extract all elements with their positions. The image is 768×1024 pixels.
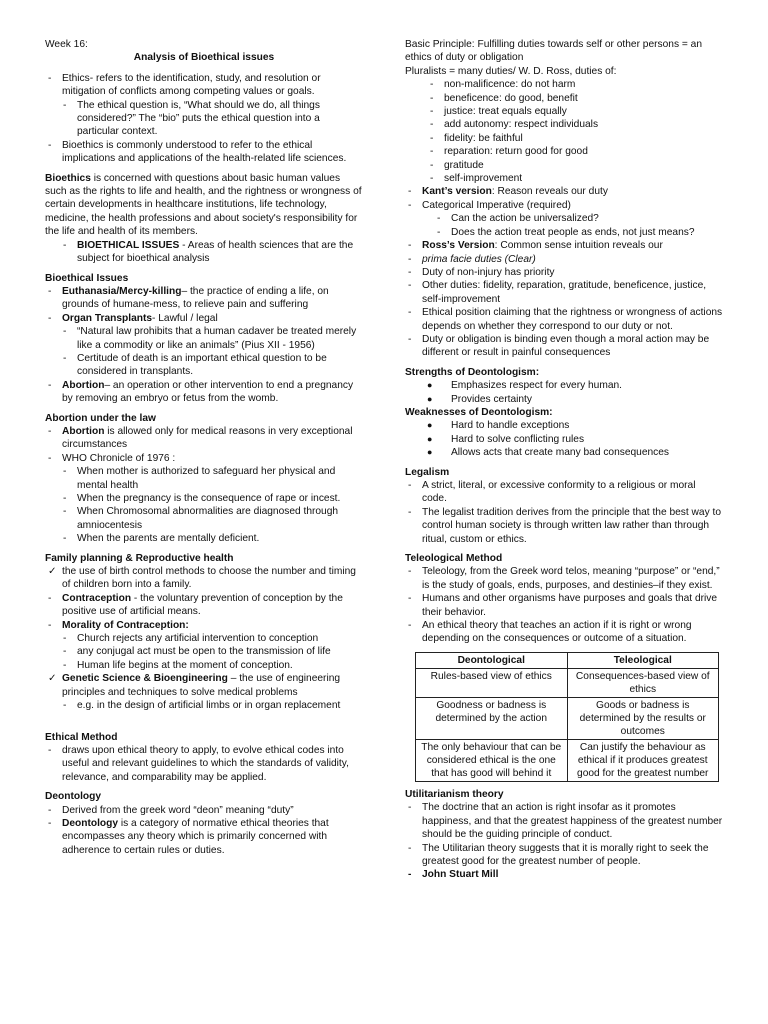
list-item [405,801,723,841]
dash-bullet: - [408,280,412,292]
check-icon: ✓ [48,566,57,578]
teleological-item: Humans and other organisms have purposes and goals that drive their behavior. [422,593,718,618]
list-item [45,619,363,632]
list-item [60,492,363,505]
list-item [434,212,723,225]
weaknesses-list [405,419,723,459]
table-row [416,697,719,739]
section-heading: Deontology [45,791,102,803]
duty-binding-text: Duty or obligation is binding even though a moral action may be different or result in painful consequences [422,333,710,359]
ethical-position-text: Ethical position claiming that the rightness or wrongness of actions depends on whether they correspond to our duty or not. [422,307,723,332]
bioethics-text: is concerned with questions about basic human values such as the rights to life and health, and the rightness or wrongness of certain developments in healthcare institutions, life technology, medicine, the health professions and about society's responsibility for the life and health of its members. [45,172,362,238]
list-item [405,239,723,252]
dash-bullet: - [408,506,412,518]
weakness-item: Allows acts that create many bad consequences [451,447,670,459]
duty-item: add autonomy: respect individuals [444,119,599,131]
list-item [60,352,363,379]
list-item [405,592,723,619]
teleological-item: Teleology, from the Greek word telos, meaning “purpose” or “end,” is the study of goals, ends, purposes, and destinies–if they exist. [422,566,720,591]
deontology-lead: Deontology [62,817,119,829]
legalism-item: A strict, literal, or excessive conformity to a religious or moral code. [422,480,696,505]
issues-definition: - Areas of health sciences that are the subject for bioethical analysis [77,239,354,265]
basic-principle: Basic Principle: Fulfilling duties towards self or other persons = an ethics of duty or obligation [405,39,702,64]
dash-bullet: - [408,240,412,252]
dash-bullet: - [430,92,434,104]
dash-bullet: - [408,333,412,345]
list-item [405,266,723,279]
dash-bullet: - [408,253,412,265]
table-row [416,739,719,781]
table-cell: Can justify the behaviour as ethical if it produces greatest good for the greatest number [567,739,719,781]
certitude-text: Certitude of death is an important ethical question to be considered in transplants. [77,352,327,378]
document-title: Analysis of Bioethical issues [133,52,275,64]
dot-bullet: ● [427,433,433,444]
duty-item: self-improvement [444,173,523,185]
euthanasia-definition: – the practice of ending a life, on grounds of humane-mess, to relieve pain and suffering [62,285,329,311]
bioethics-paragraph [45,172,363,239]
list-item [427,105,723,118]
list-item [45,285,363,312]
list-item [405,619,723,646]
non-injury-text: Duty of non-injury has priority [422,266,555,278]
list-item [405,842,723,869]
duty-item: beneficence: do good, benefit [444,92,578,104]
who-chronicle-text: WHO Chronicle of 1976 : [62,452,176,464]
dash-bullet: - [48,817,52,829]
abortion-allowed-text: is allowed only for medical reasons in very exceptional circumstances [62,425,353,451]
section-heading: Strengths of Deontologism: [405,366,540,378]
organ-lead: Organ Transplants [62,312,153,324]
dash-bullet: - [63,326,67,338]
list-item [405,479,723,506]
pluralists-text: Pluralists = many duties/ W. D. Ross, duties of: [405,65,617,77]
dash-bullet: - [63,493,67,504]
dash-bullet: - [48,592,52,604]
dash-bullet: - [430,106,434,118]
list-item [405,306,723,333]
dash-bullet: - [63,352,67,364]
dash-bullet: - [430,146,434,158]
list-item [60,465,363,492]
dash-bullet: - [48,619,52,631]
ross-lead: Ross’s Version [422,240,495,252]
section-heading: Weaknesses of Deontologism: [405,406,553,418]
list-item [427,172,723,185]
table-header: Deontological [416,652,568,668]
dash-bullet: - [63,506,67,518]
dash-bullet: - [408,620,412,632]
genetic-definition: – the use of engineering principles and techniques to solve medical problems [62,673,341,698]
legalism-item: The legalist tradition derives from the principle that the best way to control human society is through written law rather than through ritual, custom or ethics. [422,506,721,545]
list-item [405,565,723,592]
list-item [45,565,363,592]
dash-bullet: - [408,266,412,278]
list-item [45,139,363,166]
list-item [405,433,723,446]
dash-bullet: - [48,72,52,84]
section-heading: Teleological Method [405,553,503,565]
duty-item: reparation: return good for good [444,146,588,158]
section-heading: Legalism [405,466,450,478]
contraception-lead: Contraception [62,592,132,604]
dash-bullet: - [48,312,52,324]
natural-law-text: “Natural law prohibits that a human cadaver be treated merely like a commodity or like an animals” (Pius XII - 1956) [77,326,357,351]
list-item [60,99,363,139]
kant-definition: : Reason reveals our duty [491,186,608,198]
list-item [405,279,723,306]
categorical-item: Does the action treat people as ends, not just means? [451,226,695,238]
dot-bullet: ● [427,393,433,404]
dash-bullet: - [48,379,52,391]
duty-item: non-malificence: do not harm [444,79,576,91]
dash-bullet: - [430,79,434,91]
list-item [405,506,723,546]
who-item: When the parents are mentally deficient. [77,533,260,545]
table-cell: Consequences-based view of ethics [567,668,719,697]
list-item [427,118,723,131]
list-item [405,185,723,198]
morality-item: any conjugal act must be open to the transmission of life [77,646,331,658]
euthanasia-lead: Euthanasia/Mercy-killing [62,285,182,297]
duty-item: gratitude [444,159,484,171]
list-item [45,72,363,99]
categorical-item: Can the action be universalized? [451,213,599,225]
dash-bullet: - [408,186,412,198]
table-cell: Goodness or badness is determined by the action [416,697,568,739]
list-item [405,868,723,881]
list-item [427,132,723,145]
list-item [405,379,723,392]
deontology-derived-text: Derived from the greek word “deon” meaning “duty” [62,804,294,816]
dash-bullet: - [408,802,412,814]
section-heading: Ethical Method [45,731,118,743]
left-column [45,38,363,857]
list-item [45,804,363,817]
utilitarianism-item: The Utilitarian theory suggests that it is morally right to seek the greatest good for the greatest number of people. [422,842,709,867]
prima-facie-text: prima facie duties (Clear) [422,253,536,265]
genetic-lead: Genetic Science & Bioengineering [62,673,228,685]
section-heading: Utilitarianism theory [405,788,504,800]
kant-lead: Kant’s version [422,186,492,198]
who-item: When the pregnancy is the consequence of rape or incest. [77,493,341,504]
list-item [427,78,723,91]
list-item [45,425,363,452]
dash-bullet: - [408,307,412,319]
list-item [60,659,363,672]
list-item [45,592,363,619]
list-item [405,419,723,432]
bioethics-understood-text: Bioethics is commonly understood to refer to the ethical implications and applications of the health-related life sciences. [62,139,347,165]
dash-bullet: - [408,566,412,578]
list-item [434,226,723,239]
morality-lead: Morality of Contraception: [62,619,189,631]
dash-bullet: - [63,99,67,111]
abortion-lead: Abortion [62,379,105,391]
list-item [45,379,363,406]
list-item [427,92,723,105]
genetic-example: e.g. in the design of artificial limbs or in organ replacement [77,700,341,712]
dash-bullet: - [408,842,412,854]
utilitarianism-item: The doctrine that an action is right insofar as it promotes happiness, and that the greatest happiness of the greatest number should be the guiding principle of conduct. [422,802,723,841]
list-item [45,744,363,784]
birth-control-text: the use of birth control methods to choose the number and timing of children born into a family. [62,566,356,591]
list-item [60,325,363,352]
list-item [427,159,723,172]
dash-bullet: - [430,173,434,185]
dash-bullet: - [48,139,52,151]
dash-bullet: - [48,744,52,756]
dash-bullet: - [48,804,52,816]
organ-definition: - Lawful / legal [152,312,218,324]
dash-bullet: - [430,132,434,144]
list-item [405,199,723,212]
table-cell: Rules-based view of ethics [416,668,568,697]
ethics-definition: Ethics- refers to the identification, study, and resolution or mitigation of conflicts among competing values or goals. [62,72,321,98]
list-item [60,699,363,712]
abortion-definition: – an operation or other intervention to end a pregnancy by removing an embryo or fetus from the womb. [62,379,354,405]
dash-bullet: - [408,480,412,491]
other-duties-text: Other duties: fidelity, reparation, gratitude, beneficence, justice, self-improvement [422,280,707,305]
list-item [60,645,363,658]
dash-bullet: - [63,239,67,251]
dot-bullet: ● [427,420,433,431]
table-row [416,668,719,697]
contraception-definition: - the voluntary prevention of conception by the positive use of artificial means. [62,592,343,618]
table-header: Teleological [567,652,719,668]
dot-bullet: ● [427,447,433,458]
comparison-table [415,652,719,782]
list-item [427,145,723,158]
right-column [405,38,723,882]
dash-bullet: - [63,633,67,645]
dash-bullet: - [408,869,412,881]
strength-item: Emphasizes respect for every human. [451,380,622,392]
list-item [405,393,723,406]
morality-item: Church rejects any artificial intervention to conception [77,633,319,645]
dash-bullet: - [437,226,441,238]
dash-bullet: - [63,466,67,478]
list-item [45,672,363,699]
dash-bullet: - [48,285,52,297]
weakness-item: Hard to solve conflicting rules [451,433,585,445]
dash-bullet: - [430,119,434,131]
deontology-definition: is a category of normative ethical theories that encompasses any theory which is primarily concerned with adherence to certain rules or duties. [62,817,329,856]
dash-bullet: - [408,593,412,605]
table-cell: Goods or badness is determined by the results or outcomes [567,697,719,739]
spacer [45,713,363,725]
dash-bullet: - [63,700,67,712]
dot-bullet: ● [427,380,433,391]
table-cell: The only behaviour that can be considered ethical is the one that has good will behind it [416,739,568,781]
table-header-row [416,652,719,668]
categorical-text: Categorical Imperative (required) [422,199,571,211]
list-item [405,333,723,360]
list-item [405,446,723,459]
ethical-question-text: The ethical question is, “What should we do, all things considered?” The “bio” puts the ethical question into a particular context. [77,99,320,138]
issues-lead: BIOETHICAL ISSUES [77,239,180,251]
dash-bullet: - [48,452,52,464]
who-item: When Chromosomal abnormalities are diagnosed through amniocentesis [77,506,339,531]
list-item [60,239,363,266]
duty-item: fidelity: be faithful [444,132,523,144]
mill-text: John Stuart Mill [422,869,499,881]
list-item [60,632,363,645]
bioethics-lead: Bioethics [45,172,91,184]
dash-bullet: - [63,533,67,545]
strength-item: Provides certainty [451,393,532,405]
section-heading: Abortion under the law [45,412,156,424]
dash-bullet: - [430,159,434,171]
list-item [405,253,723,266]
dash-bullet: - [437,213,441,225]
check-icon: ✓ [48,673,57,685]
dash-bullet: - [63,646,67,658]
section-heading: Family planning & Reproductive health [45,552,234,564]
abortion-allowed-lead: Abortion [62,425,105,437]
ross-definition: : Common sense intuition reveals our [494,240,663,252]
weakness-item: Hard to handle exceptions [451,420,570,432]
teleological-item: An ethical theory that teaches an action if it is right or wrong depending on the consequences or outcome of a situation. [422,620,692,645]
morality-item: Human life begins at the moment of conception. [77,659,293,671]
dash-bullet: - [48,425,52,437]
method-definition: draws upon ethical theory to apply, to evolve ethical codes into useful and relevant guidelines to which the standards of validity, relevance, and comparability may be applied. [62,744,349,783]
list-item [45,312,363,325]
dash-bullet: - [63,659,67,671]
list-item [45,817,363,857]
list-item [60,532,363,545]
who-item: When mother is authorized to safeguard her physical and mental health [77,466,336,491]
dash-bullet: - [408,199,412,211]
section-heading: Bioethical Issues [45,272,129,284]
list-item [45,452,363,465]
week-label: Week 16: [45,39,88,50]
list-item [60,505,363,532]
strengths-list [405,379,723,406]
duty-item: justice: treat equals equally [444,106,567,118]
